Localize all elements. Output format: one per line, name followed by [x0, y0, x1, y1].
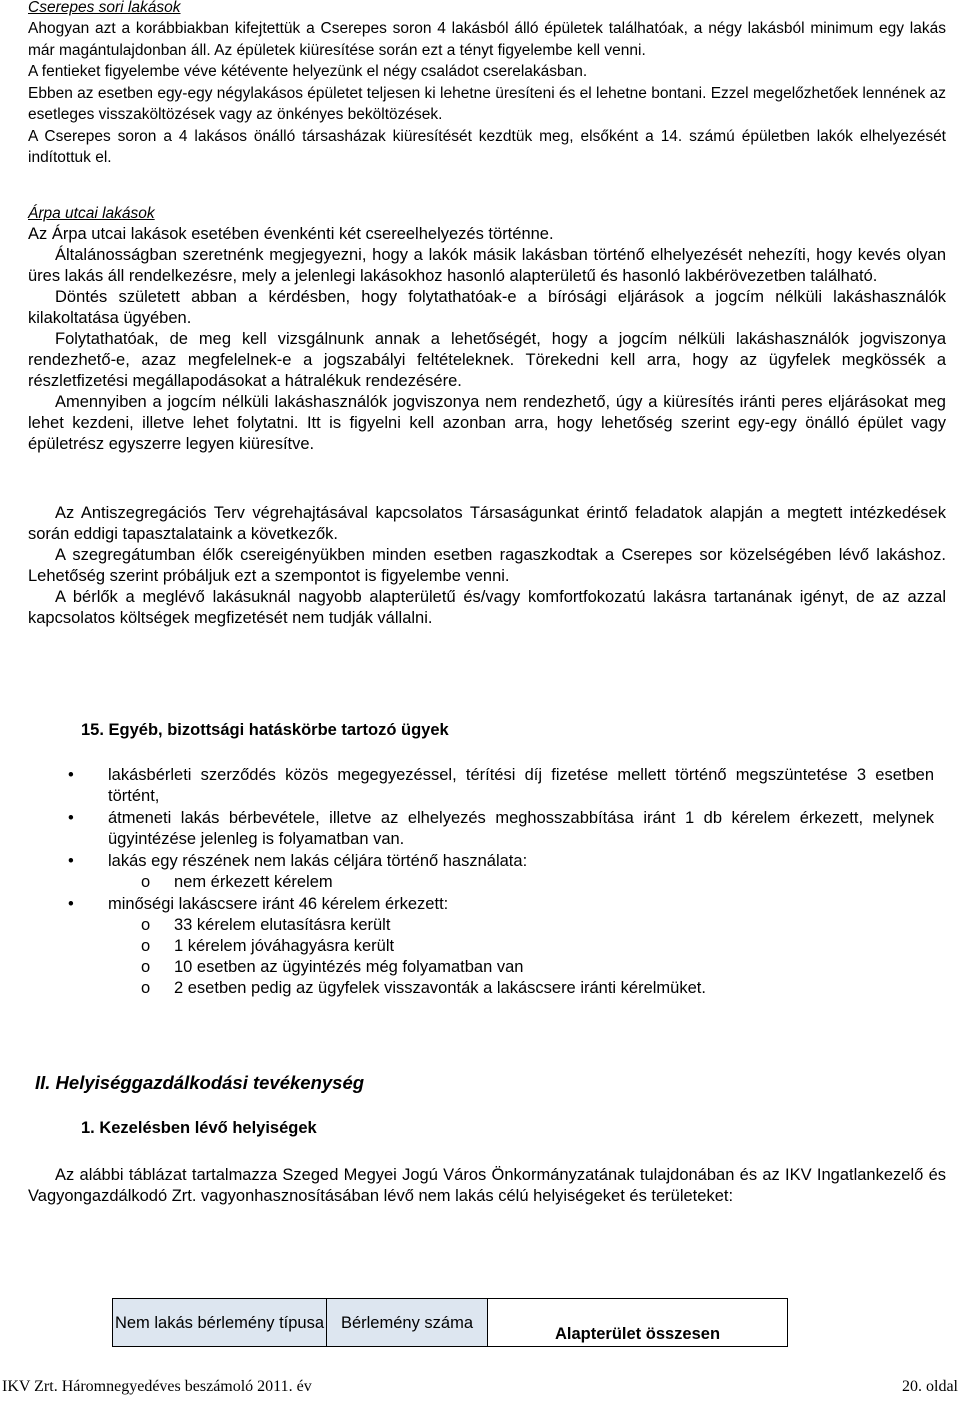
paragraph: Az Antiszegregációs Terv végrehajtásával kapcsolatos Társaságunkat érintő feladatok alapján a megtett intézkedések során eddigi tapasztalataink a következők.: [28, 504, 946, 543]
table-header-cell: Nem lakás bérlemény típusa: [113, 1299, 327, 1347]
bullet-icon: •: [68, 766, 74, 784]
table-header-cell: Alapterület összesen: [488, 1299, 788, 1347]
section-antiszegregacio: [28, 503, 946, 629]
paragraph: Ahogyan azt a korábbiakban kifejtettük a Cserepes soron 4 lakásból álló épületek találhatóak, a négy lakásból minimum egy lakás már magántulajdonban áll. Az épületek kiüresítése során ezt a tényt figyelembe kell venni.: [28, 20, 946, 59]
bullet-icon: •: [68, 852, 74, 870]
paragraph: A szegregátumban élők csereigényükben minden esetben ragaszkodtak a Cserepes sor közelségében lévő lakáshoz. Lehetőség szerint próbáljuk ezt a szempontot is figyelembe venni.: [28, 546, 946, 585]
paragraph: Döntés született abban a kérdésben, hogy folytathatóak-e a bírósági eljárások a jogcím nélküli lakáshasználók kilakoltatása ügyében.: [28, 288, 946, 327]
list-item-text: lakásbérleti szerződés közös megegyezéssel, térítési díj fizetése mellett történő megszüntetése 3 esetben történt,: [108, 766, 934, 805]
paragraph: Amennyiben a jogcím nélküli lakáshasználók jogviszonya nem rendezhető, úgy a kiüresítés iránti peres eljárásokat meg lehet kezdeni, illetve lehet folytatni. Itt is figyelni kell azonban arra, hogy lehetőség szerint egy-egy önálló épület vagy épületrész egyszerre legyen kiüresítve.: [28, 393, 946, 453]
paragraph: Az Árpa utcai lakások esetében évenkénti két csereelhelyezés történne.: [28, 225, 554, 243]
table-header-cell: Bérlemény száma: [327, 1299, 488, 1347]
list-item: [28, 851, 934, 893]
sublist-item: o nem érkezett kérelem: [141, 873, 333, 891]
circle-bullet-icon: o: [141, 873, 151, 891]
footer-left: IKV Zrt. Háromnegyedéves beszámoló 2011. év: [2, 1378, 312, 1395]
footer-page-number: 20. oldal: [902, 1378, 958, 1395]
sublist: [108, 872, 934, 893]
premises-table: [112, 1298, 788, 1347]
paragraph: Folytathatóak, de meg kell vizsgálnunk annak a lehetőségét, hogy a jogcím nélküli lakáshasználók jogviszonya rendezhető-e, azaz megfelelnek-e a jogszabályi feltételeknek. Törekedni kell arra, hogy az ügyfelek megkössék a részletfizetési megállapodásokat a hátralékuk rendezésére.: [28, 330, 946, 390]
paragraph: Ebben az esetben egy-egy négylakásos épületet teljesen ki lehetne üresíteni és el lehetne bontani. Ezzel megelőzhetőek lennének az esetleges visszaköltözések vagy az önkényes beköltözések.: [28, 84, 946, 123]
chapter-intro: Az alábbi táblázat tartalmazza Szeged Megyei Jogú Város Önkormányzatának tulajdonában és az IKV Ingatlankezelő és Vagyongazdálkodó Zrt. vagyonhasznosításában lévő nem lakás célú helyiségeket és területeket:: [28, 1166, 946, 1205]
paragraph: A Cserepes soron a 4 lakásos önálló társasházak kiüresítését kezdtük meg, elsőként a 14. számú épületben lakók elhelyezését indítottuk el.: [28, 127, 946, 166]
bullet-icon: •: [68, 809, 74, 827]
list-item: [28, 894, 934, 999]
list-item-text: átmeneti lakás bérbevétele, illetve az elhelyezés meghosszabbítása iránt 1 db kérelem érkezett, melynek ügyintézése jelenleg is folyamatban van.: [108, 809, 934, 848]
section-cserepes: [28, 0, 946, 169]
list-15: [28, 765, 934, 999]
sublist-item: o 33 kérelem elutasításra került: [141, 916, 391, 934]
paragraph: A fentieket figyelembe véve kétévente helyezünk el négy családot cserelakásban.: [28, 63, 588, 80]
section-title-15: 15. Egyéb, bizottsági hatáskörbe tartozó ügyek: [81, 721, 449, 739]
section-arpa: [28, 203, 946, 455]
paragraph: A bérlők a meglévő lakásuknál nagyobb alapterületű és/vagy komfortfokozatú lakásra tartanának igényt, de az azzal kapcsolatos költségek megfizetését nem tudják vállalni.: [28, 588, 946, 627]
circle-bullet-icon: o: [141, 916, 151, 934]
section-heading-arpa: Árpa utcai lakások: [28, 205, 155, 222]
list-item: [28, 808, 934, 850]
list-item: [28, 765, 934, 807]
subsection-title: 1. Kezelésben lévő helyiségek: [81, 1119, 317, 1137]
circle-bullet-icon: o: [141, 979, 151, 997]
sublist-item: o 2 esetben pedig az ügyfelek visszavonták a lakáscsere iránti kérelmüket.: [141, 979, 706, 997]
section-heading-cserepes: Cserepes sori lakások: [28, 0, 181, 16]
circle-bullet-icon: o: [141, 937, 151, 955]
sublist-item: o 1 kérelem jóváhagyásra került: [141, 937, 395, 955]
bullet-icon: •: [68, 895, 74, 913]
table-header-row: [113, 1299, 788, 1347]
sublist-item: o 10 esetben az ügyintézés még folyamatban van: [141, 958, 524, 976]
sublist: [108, 915, 934, 999]
paragraph: Általánosságban szeretnénk megjegyezni, hogy a lakók másik lakásban történő elhelyezését nehezíti, hogy kevés olyan üres lakás áll rendelkezésre, mely a jelenlegi lakásokhoz hasonló alapterületű és hasonló lakbérövezetben található.: [28, 246, 946, 285]
circle-bullet-icon: o: [141, 958, 151, 976]
list-item-text: minőségi lakáscsere iránt 46 kérelem érkezett:: [108, 895, 449, 913]
list-item-text: lakás egy részének nem lakás céljára történő használata:: [108, 852, 528, 870]
chapter-title: II. Helyiséggazdálkodási tevékenység: [35, 1072, 365, 1093]
